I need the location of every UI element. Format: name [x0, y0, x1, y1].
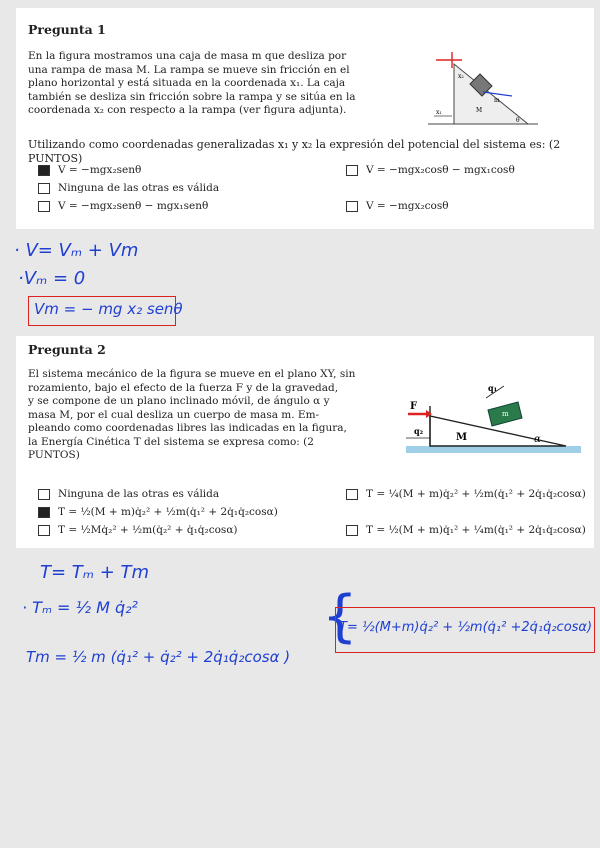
- option-label: T = ½(M + m)q̇₁² + ¼m(q̇₁² + 2q̇₁q̇₂cosα): [366, 524, 586, 536]
- paragraph-line: también se desliza sin fricción sobre la rampa y se sitúa en la: [28, 90, 356, 103]
- paragraph-line: la Energía Cinética T del sistema se expresa como: (2: [28, 435, 314, 448]
- note-kinetic-sum: T= Tₘ + Tm: [40, 562, 150, 583]
- option-label: V = −mgx₂senθ − mgx₁senθ: [58, 200, 209, 212]
- checkbox[interactable]: [38, 183, 50, 194]
- q1-option-3[interactable]: [38, 182, 219, 194]
- checkbox[interactable]: [38, 489, 50, 500]
- question-1-paragraph: [28, 50, 356, 118]
- ramp-body: [454, 64, 528, 124]
- checkbox[interactable]: [346, 201, 358, 212]
- q1-option-5[interactable]: [346, 200, 449, 212]
- ramp-figure: [428, 44, 538, 132]
- option-label: T = ½(M + m)q̇₂² + ½m(q̇₁² + 2q̇₁q̇₂cosα): [58, 506, 278, 518]
- incline-figure: [406, 376, 581, 458]
- note-potential-ramp: ·Vₘ = 0: [18, 268, 86, 289]
- question-1-prompt: Utilizando como coordenadas generalizadas x₁ y x₂ la expresión del potencial del sistema es: (2 PUNTOS): [28, 138, 561, 165]
- paragraph-line: El sistema mecánico de la figura se mueve en el plano XY, sin: [28, 368, 356, 380]
- option-label: V = −mgx₂cosθ − mgx₁cosθ: [366, 164, 515, 176]
- option-label: V = −mgx₂cosθ: [366, 200, 449, 212]
- note-kinetic-ramp: · Tₘ = ½ M q̇₂²: [22, 598, 138, 617]
- checkbox-checked[interactable]: [38, 165, 50, 176]
- paragraph-line: plano horizontal y está situada en la coordenada x₁. La caja: [28, 77, 346, 89]
- option-label: T = ½Mq̇₂² + ½m(q̇₂² + q̇₁q̇₂cosα): [58, 524, 238, 536]
- q2-option-1[interactable]: [38, 488, 219, 500]
- option-label: Ninguna de las otras es válida: [58, 488, 220, 500]
- q2-label: q₂: [414, 426, 424, 436]
- checkbox[interactable]: [346, 489, 358, 500]
- question-1-card: [16, 8, 594, 229]
- question-1-title: Pregunta 1: [28, 22, 106, 37]
- option-label: Ninguna de las otras es válida: [58, 182, 220, 194]
- q2-option-5[interactable]: [346, 524, 586, 536]
- question-2-card: [16, 336, 594, 548]
- question-2-title: Pregunta 2: [28, 342, 106, 357]
- box-mass-label: m: [494, 97, 500, 104]
- ramp-mass-label: M: [476, 107, 483, 114]
- q1-option-4[interactable]: [38, 200, 208, 212]
- q1-option-2[interactable]: [346, 164, 515, 176]
- x1-label: x₁: [436, 109, 442, 116]
- block-mass-label: m: [502, 410, 509, 418]
- q2-option-4[interactable]: [38, 524, 238, 536]
- angle-label: α: [534, 434, 541, 445]
- paragraph-line: coordenada x₂ con respecto a la rampa (ver figura adjunta).: [28, 104, 347, 116]
- paragraph-line: PUNTOS): [28, 449, 80, 461]
- incline-mass-label: M: [456, 432, 468, 443]
- force-label: F: [410, 401, 418, 412]
- q1-option-1[interactable]: [38, 164, 141, 176]
- x2-label: x₂: [458, 73, 464, 80]
- angle-label: θ: [516, 117, 520, 124]
- paragraph-line: En la figura mostramos una caja de masa m que desliza por: [28, 50, 347, 62]
- brace-symbol: {: [322, 584, 358, 649]
- q1-label: q₁: [488, 383, 498, 393]
- paragraph-line: y se compone de un plano inclinado móvil, de ángulo α y: [28, 395, 330, 407]
- ground-base: [406, 446, 581, 453]
- paragraph-line: una rampa de masa M. La rampa se mueve sin fricción en el: [28, 63, 350, 76]
- paragraph-line: masa M, por el cual desliza un cuerpo de masa m. Em-: [28, 408, 320, 421]
- note-potential-sum: · V= Vₘ + Vm: [14, 240, 139, 261]
- paragraph-line: pleando como coordenadas libres las indicadas en la figura,: [28, 422, 347, 434]
- checkbox[interactable]: [38, 525, 50, 536]
- option-label: V = −mgx₂senθ: [58, 164, 142, 176]
- paragraph-line: rozamiento, bajo el efecto de la fuerza F y de la gravedad,: [28, 381, 339, 394]
- checkbox[interactable]: [346, 525, 358, 536]
- question-2-paragraph: [28, 368, 355, 463]
- q2-option-3[interactable]: [38, 506, 278, 518]
- checkbox[interactable]: [346, 165, 358, 176]
- note-kinetic-box: T= ½(M+m)q̇₂² + ½m(q̇₁² +2q̇₁q̇₂cosα): [339, 620, 593, 635]
- option-label: T = ¼(M + m)q̇₂² + ½m(q̇₁² + 2q̇₁q̇₂cosα): [366, 488, 586, 500]
- checkbox[interactable]: [38, 201, 50, 212]
- q2-option-2[interactable]: [346, 488, 586, 500]
- note-potential-box: Vm = − mg x₂ senθ: [34, 300, 183, 318]
- checkbox-checked[interactable]: [38, 507, 50, 518]
- note-kinetic-block: Tm = ½ m (q̇₁² + q̇₂² + 2q̇₁q̇₂cosα ): [26, 648, 291, 666]
